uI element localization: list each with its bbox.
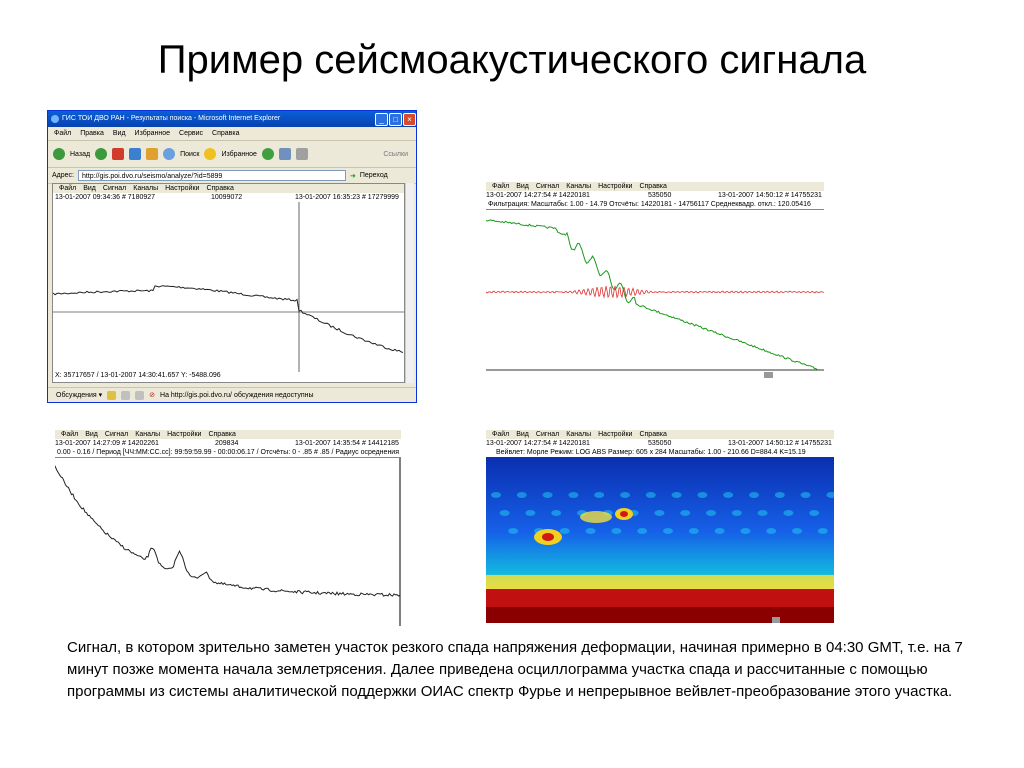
close-button[interactable]: × (403, 113, 416, 126)
wavelet-blob (637, 528, 647, 534)
search-icon[interactable] (163, 148, 175, 160)
wavelet-blob (689, 528, 699, 534)
slide-caption: Сигнал, в котором зрительно заметен участок резкого спада напряжения деформации, начиная примерно в 04:30 GMT, т.е. на 7 минут позже момента начала землетрясения. Далее приведена осциллограмма участка спада и рассчитанные с помощью программы из системы аналитической поддержки ОИАС спектр Фурье и непрерывное вейвлет-преобразование этого участка. (67, 639, 963, 700)
history-icon[interactable] (262, 148, 274, 160)
wavelet-blob (801, 492, 811, 498)
main-menu-channels[interactable]: Каналы (133, 185, 159, 192)
wavelet-blob (758, 510, 768, 516)
wavelet-blob (525, 510, 535, 516)
ie-vertical-scrollbar[interactable] (405, 183, 414, 383)
filter-menu-file[interactable]: Файл (492, 183, 510, 190)
filtered-signal-panel (486, 182, 824, 382)
filter-app-menu (486, 182, 824, 191)
fourier-header-start: 13-01-2007 14:27:09 # 14202261 (55, 440, 159, 447)
address-input[interactable]: http://gis.poi.dvo.ru/seismo/analyze/?id=5899 (78, 170, 346, 181)
wavelet-blob (740, 528, 750, 534)
stop-icon[interactable] (112, 148, 124, 160)
ie-addressbar (48, 168, 416, 184)
main-menu-signal[interactable]: Сигнал (102, 185, 127, 192)
wavelet-blob (586, 528, 596, 534)
fourier-header-count: 209834 (215, 440, 239, 447)
discussions-button[interactable]: Обсуждения ▾ (56, 392, 103, 399)
wavelet-blob (620, 492, 630, 498)
wavelet-menu-channels[interactable]: Каналы (566, 431, 592, 438)
wavelet-blob (783, 510, 793, 516)
address-label: Адрес: (52, 172, 74, 179)
wavelet-header-count: 535050 (648, 440, 672, 447)
mail-icon[interactable] (279, 148, 291, 160)
discuss-icon[interactable] (107, 391, 116, 400)
ie-toolbar (48, 141, 416, 168)
print-icon[interactable] (296, 148, 308, 160)
wavelet-blob (697, 492, 707, 498)
ie-window-title: ГИС ТОИ ДВО РАН - Результаты поиска - Microsoft Internet Explorer (62, 115, 281, 122)
wavelet-blob (594, 492, 604, 498)
wavelet-scalogram[interactable] (486, 457, 834, 623)
fourier-spectrum-plot[interactable] (55, 458, 401, 626)
search-button[interactable]: Поиск (180, 150, 200, 158)
back-arrow-icon[interactable] (53, 148, 65, 160)
filter-info: Фильтрация: Масштабы: 1.00 - 14.79 Отсчёты: 14220181 - 14756117 Среднеквадр. откл.: 120.05416 (486, 200, 824, 210)
ie-logo-icon (51, 115, 59, 123)
main-header-start: 13-01-2007 09:34:36 # 7180927 (55, 194, 156, 201)
fourier-menu-file[interactable]: Файл (61, 431, 79, 438)
wavelet-blob (818, 528, 828, 534)
wavelet-blob (560, 528, 570, 534)
wavelet-blob (551, 510, 561, 516)
filter-menu-settings[interactable]: Настройки (598, 183, 633, 190)
wavelet-hotspot-core (620, 511, 628, 517)
fourier-menu-signal[interactable]: Сигнал (104, 431, 129, 438)
main-cursor-readout: X: 35717657 / 13-01-2007 14:30:41.657 Y: -5488.096 (55, 372, 221, 379)
wavelet-blob (723, 492, 733, 498)
filtered-signal-plot[interactable] (486, 210, 824, 378)
main-header (53, 193, 404, 202)
main-menu-file[interactable]: Файл (59, 185, 77, 192)
back-button[interactable]: Назад (70, 150, 91, 158)
ie-titlebar[interactable] (48, 111, 416, 127)
fourier-header (55, 439, 401, 448)
wavelet-blob (732, 510, 742, 516)
ie-menu-tools[interactable]: Сервис (179, 130, 204, 137)
wavelet-blob (715, 528, 725, 534)
wavelet-blob (663, 528, 673, 534)
discuss-tool-icon[interactable] (135, 391, 144, 400)
warning-icon: ⊘ (149, 392, 156, 399)
seismogram-trace (53, 286, 403, 353)
filter-menu-help[interactable]: Справка (639, 183, 667, 190)
scroll-marker (764, 372, 773, 378)
wavelet-info: Вейвлет: Морле Режим: LOG ABS Размер: 605 x 284 Масштабы: 1.00 - 210.66 D=884.4 K=15.19 (496, 449, 806, 456)
ie-menu-file[interactable]: Файл (54, 130, 72, 137)
status-message: На http://gis.poi.dvo.ru/ обсуждения недоступны (160, 391, 314, 399)
ie-menubar (48, 127, 416, 141)
fourier-info: 0.00 - 0.16 / Период [ЧЧ:ММ:СС.сс]: 99:59:59.99 - 00:00:06.17 / Отсчёты: 0 - .85 # .85 / Радиус осреднения (57, 449, 400, 456)
links-label[interactable]: Ссылки (383, 150, 408, 158)
wavelet-blob (766, 528, 776, 534)
main-header-count: 10099072 (211, 194, 243, 201)
wavelet-band (486, 575, 834, 589)
main-menu-view[interactable]: Вид (83, 185, 96, 192)
wavelet-menu-signal[interactable]: Сигнал (535, 431, 560, 438)
fourier-menu-channels[interactable]: Каналы (135, 431, 161, 438)
main-menu-settings[interactable]: Настройки (165, 185, 200, 192)
filter-header-start: 13-01-2007 14:27:54 # 14220181 (486, 192, 590, 199)
wavelet-blob (775, 492, 785, 498)
wavelet-band (486, 607, 834, 623)
favorites-star-icon[interactable] (204, 148, 216, 160)
fourier-spectrum-panel (55, 430, 401, 626)
wavelet-menu-help[interactable]: Справка (639, 431, 667, 438)
wavelet-menu-file[interactable]: Файл (492, 431, 510, 438)
forward-arrow-icon[interactable] (95, 148, 107, 160)
filter-header-count: 535050 (648, 192, 672, 199)
wavelet-blob (568, 492, 578, 498)
ie-menu-favorites[interactable]: Избранное (134, 130, 171, 137)
slide-title: Пример сейсмоакустического сигнала (157, 38, 867, 82)
minimize-button[interactable]: _ (375, 113, 388, 126)
main-app-menu (53, 184, 404, 193)
filtered-trace-green (486, 220, 824, 370)
wavelet-blob (792, 528, 802, 534)
ie-window (47, 110, 417, 403)
discuss-tool-icon[interactable] (121, 391, 130, 400)
fourier-menu-settings[interactable]: Настройки (167, 431, 202, 438)
seismogram-plot[interactable] (53, 202, 404, 372)
favorites-button[interactable]: Избранное (221, 150, 257, 158)
ie-menu-edit[interactable]: Правка (80, 130, 104, 137)
wavelet-blob (809, 510, 819, 516)
fourier-menu-help[interactable]: Справка (208, 431, 236, 438)
wavelet-blob (706, 510, 716, 516)
wavelet-blob (517, 492, 527, 498)
wavelet-blob (611, 528, 621, 534)
wavelet-blob (491, 492, 501, 498)
ie-menu-view[interactable]: Вид (112, 130, 126, 137)
main-header-end: 13-01-2007 16:35:23 # 17279999 (295, 194, 399, 201)
wavelet-blob (646, 492, 656, 498)
wavelet-app-menu (486, 430, 834, 439)
wavelet-blob (749, 492, 759, 498)
filter-header-end: 13-01-2007 14:50:12 # 14755231 (718, 192, 822, 199)
wavelet-hotspot-core (542, 533, 554, 541)
oscillation-trace-red (486, 286, 824, 298)
seismogram-panel (52, 183, 405, 383)
wavelet-blob (680, 510, 690, 516)
filter-menu-channels[interactable]: Каналы (566, 183, 592, 190)
main-menu-help[interactable]: Справка (206, 185, 234, 192)
ie-statusbar (48, 387, 416, 402)
wavelet-menu-view[interactable]: Вид (516, 431, 529, 438)
wavelet-blob (672, 492, 682, 498)
wavelet-header-start: 13-01-2007 14:27:54 # 14220181 (486, 440, 590, 447)
maximize-button[interactable]: □ (389, 113, 402, 126)
scroll-marker (772, 617, 780, 623)
ie-menu-help[interactable]: Справка (212, 130, 240, 137)
wavelet-blob (543, 492, 553, 498)
fourier-app-menu (55, 430, 401, 439)
fourier-menu-view[interactable]: Вид (85, 431, 98, 438)
wavelet-blob (654, 510, 664, 516)
wavelet-blob (508, 528, 518, 534)
wavelet-hotspot (580, 511, 612, 523)
filter-header (486, 191, 824, 200)
filter-menu-view[interactable]: Вид (516, 183, 529, 190)
home-icon[interactable] (146, 148, 158, 160)
wavelet-panel (486, 430, 834, 630)
fourier-spectrum-curve (55, 466, 400, 596)
wavelet-menu-settings[interactable]: Настройки (598, 431, 633, 438)
fourier-header-end: 13-01-2007 14:35:54 # 14412185 (295, 440, 399, 447)
refresh-icon[interactable] (129, 148, 141, 160)
wavelet-blob (500, 510, 510, 516)
go-button[interactable]: Переход (359, 172, 388, 179)
filter-menu-signal[interactable]: Сигнал (535, 183, 560, 190)
go-arrow-icon[interactable]: ➜ (349, 172, 356, 180)
wavelet-header-end: 13-01-2007 14:50:12 # 14755231 (728, 440, 832, 447)
wavelet-header (486, 439, 834, 448)
